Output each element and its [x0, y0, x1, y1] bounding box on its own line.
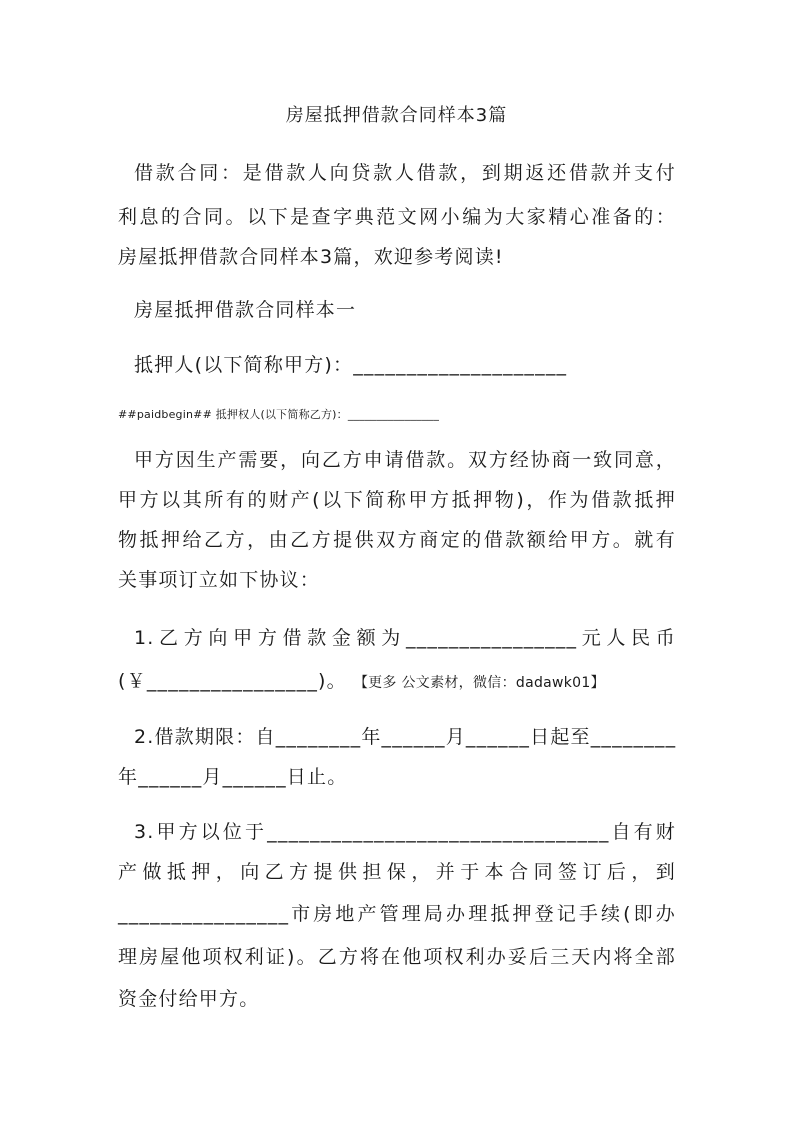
mortgagor-line: 抵押人(以下简称甲方)：____________________ [134, 354, 568, 376]
preamble-line-3: 物抵押给乙方，由乙方提供双方商定的借款额给甲方。就有 [118, 529, 676, 551]
clause-3-line-5: 资金付给甲方。 [118, 988, 260, 1010]
clause-1-line-1: 1.乙方向甲方借款金额为________________元人民币 [134, 627, 676, 649]
intro-line-3: 房屋抵押借款合同样本3篇，欢迎参考阅读! [118, 246, 504, 268]
mortgagee-line: ##paidbegin## 抵押权人(以下简称乙方)：________________ [118, 408, 440, 421]
clause-1-amount: (￥________________)。 [118, 670, 347, 692]
promo-note: 【更多 公文素材，微信：dadawk01】 [360, 675, 605, 691]
document-title: 房屋抵押借款合同样本3篇 [285, 105, 508, 126]
clause-3-line-3: ________________市房地产管理局办理抵押登记手续(即办 [118, 903, 676, 925]
preamble-line-2: 甲方以其所有的财产(以下简称甲方抵押物)，作为借款抵押 [118, 489, 676, 511]
intro-line-2: 利息的合同。以下是查字典范文网小编为大家精心准备的： [118, 206, 676, 228]
clause-3-line-2: 产做抵押，向乙方提供担保，并于本合同签订后，到 [118, 861, 676, 883]
sample-heading: 房屋抵押借款合同样本一 [134, 299, 357, 321]
clause-3-line-1: 3.甲方以位于________________________________自有财 [134, 821, 676, 843]
intro-line-1: 借款合同：是借款人向贷款人借款，到期返还借款并支付 [134, 162, 676, 184]
clause-3-line-4: 理房屋他项权利证)。乙方将在他项权利办妥后三天内将全部 [118, 946, 676, 968]
preamble-line-1: 甲方因生产需要，向乙方申请借款。双方经协商一致同意， [134, 449, 676, 471]
clause-2-line-2: 年______月______日止。 [118, 766, 348, 788]
preamble-line-4: 关事项订立如下协议： [118, 569, 321, 591]
clause-2-line-1: 2.借款期限：自________年______月______日起至________ [134, 726, 677, 748]
clause-1-line-2 [118, 669, 676, 695]
